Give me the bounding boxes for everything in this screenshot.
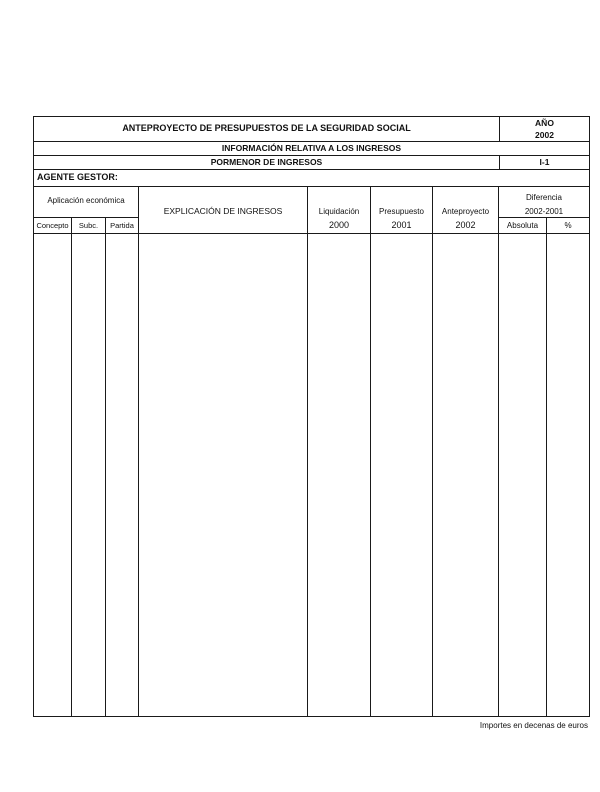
subc-header: Subc. xyxy=(78,221,99,230)
col-divider-concepto xyxy=(71,217,72,717)
liquidacion-header: Liquidación xyxy=(318,207,360,216)
aplicacion-economica-header: Aplicación económica xyxy=(47,196,125,205)
diferencia-header: Diferencia xyxy=(525,193,562,202)
col-divider-liquidacion xyxy=(370,186,371,717)
table-border-left xyxy=(33,116,34,717)
diferencia-range: 2002-2001 xyxy=(524,207,564,216)
col-divider-anteproyecto xyxy=(498,186,499,717)
form-code: I-1 xyxy=(539,157,550,167)
percent-header: % xyxy=(564,221,572,230)
footer-note: Importes en decenas de euros xyxy=(479,721,588,730)
table-border-top xyxy=(33,116,590,117)
table-border-right xyxy=(589,116,590,717)
presupuesto-header: Presupuesto xyxy=(379,207,424,216)
divider-aplicacion-group xyxy=(33,217,138,218)
col-divider-explicacion xyxy=(307,186,308,717)
col-divider-partida xyxy=(138,186,139,717)
absoluta-header: Absoluta xyxy=(506,221,539,230)
anteproyecto-year: 2002 xyxy=(455,220,476,230)
liquidacion-year: 2000 xyxy=(328,220,350,230)
partida-header: Partida xyxy=(110,221,134,230)
divider-after-agent xyxy=(33,186,590,187)
col-divider-subc xyxy=(105,217,106,717)
explicacion-header: EXPLICACIÓN DE INGRESOS xyxy=(163,206,283,216)
col-divider-presupuesto xyxy=(432,186,433,717)
divider-after-subtitle xyxy=(33,155,590,156)
divider-after-title xyxy=(33,141,590,142)
document-subtitle: INFORMACIÓN RELATIVA A LOS INGRESOS xyxy=(221,143,402,153)
year-value: 2002 xyxy=(535,130,554,140)
anteproyecto-header: Anteproyecto xyxy=(441,207,490,216)
divider-after-column-headers xyxy=(33,233,590,234)
agent-label: AGENTE GESTOR: xyxy=(37,172,118,182)
col-divider-absoluta xyxy=(546,217,547,717)
year-label: AÑO xyxy=(535,118,554,128)
presupuesto-year: 2001 xyxy=(391,220,412,230)
document-title: ANTEPROYECTO DE PRESUPUESTOS DE LA SEGURIDAD SOCIAL xyxy=(122,123,411,133)
concepto-header: Concepto xyxy=(36,221,69,230)
divider-diferencia-group xyxy=(498,217,590,218)
divider-after-section xyxy=(33,169,590,170)
section-title: PORMENOR DE INGRESOS xyxy=(210,157,323,167)
table-border-bottom xyxy=(33,716,590,717)
